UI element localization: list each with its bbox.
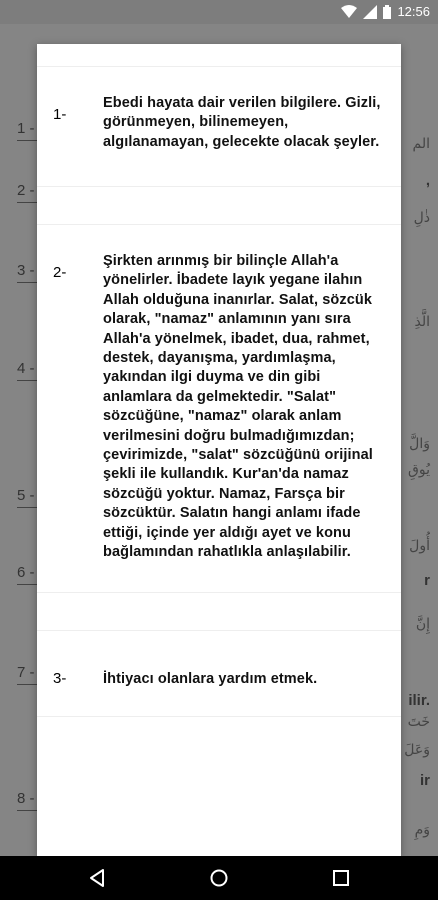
- signal-icon: [363, 5, 377, 19]
- bold-fragment: r: [424, 572, 430, 589]
- verse-number: 8 -: [17, 790, 35, 807]
- footnote-text: Şirkten arınmış bir bilinçle Allah'a yönelirler. İbadete layık yegane ilahın Allah olduğuna inanırlar. Salat, sözcük olarak, "namaz" anlamının yanı sıra Allah'a yönelmek, ibadet, dua, rahmet, destek, dayanışma, yardımlaşma, yakından ilgi duyma ve din gibi anlamlara da gelmektedir. "Salat" sözcüğüne, "namaz" olarak anlam verilmesini doğru bulmadığımızdan; çevirimizde, "salat" sözcüğünü orijinal şekli ile kullandık. Kur'an'da namaz sözcüğü yoktur. Namaz, Farsça bir sözcüktür. Salatın hangi anlamı ifade ettiği, içinde yer aldığı ayet ve konu bağlamından rahatlıkla anlaşılabilir.: [103, 253, 373, 561]
- verse-number: 3 -: [17, 262, 35, 279]
- divider: [37, 66, 401, 67]
- arabic-fragment: أُولَ: [409, 538, 430, 554]
- bold-fragment: ir: [419, 772, 430, 789]
- arabic-fragment: وَعَلَ: [404, 742, 430, 758]
- battery-icon: [383, 5, 391, 19]
- verse-number: 1 -: [17, 120, 35, 137]
- status-time: 12:56: [397, 4, 430, 19]
- arabic-fragment: الم: [412, 136, 430, 152]
- verse-number: 7 -: [17, 664, 35, 681]
- home-icon[interactable]: [209, 868, 229, 888]
- divider: [37, 186, 401, 187]
- navigation-bar: [0, 856, 438, 900]
- status-bar: [0, 0, 438, 24]
- divider: [37, 630, 401, 631]
- arabic-fragment: الَّذِ: [414, 314, 430, 330]
- footnote-text: Ebedi hayata dair verilen bilgilere. Gizli, görünmeyen, bilinemeyen, algılanamayan, gelecekte olacak şeyler.: [103, 95, 381, 150]
- arabic-fragment: يُوقِ: [408, 462, 430, 478]
- footnote-number: 1-: [53, 106, 67, 123]
- verse-number: 2 -: [17, 182, 35, 199]
- verse-number: 4 -: [17, 360, 35, 377]
- verse-number: 5 -: [17, 487, 35, 504]
- arabic-fragment: ذٰلِ: [413, 210, 430, 226]
- arabic-fragment: وَالَّ: [409, 436, 430, 452]
- arabic-fragment: وَمِ: [414, 822, 430, 838]
- verse-number: 6 -: [17, 564, 35, 581]
- recents-icon[interactable]: [332, 868, 350, 888]
- arabic-fragment: إِنَّ: [415, 616, 430, 632]
- wifi-icon: [341, 5, 357, 19]
- divider: [37, 716, 401, 717]
- footnote-number: 2-: [53, 264, 67, 281]
- divider: [37, 224, 401, 225]
- divider: [37, 592, 401, 593]
- footnote-text: İhtiyacı olanlara yardım etmek.: [103, 671, 318, 687]
- bold-fragment: ilir.: [408, 692, 430, 709]
- back-icon[interactable]: [88, 868, 106, 888]
- footnote-number: 3-: [53, 670, 67, 687]
- bold-fragment: ,: [425, 172, 430, 189]
- footnotes-dialog: [37, 44, 401, 856]
- arabic-fragment: خَتَ: [407, 714, 430, 730]
- status-icons: [341, 4, 430, 19]
